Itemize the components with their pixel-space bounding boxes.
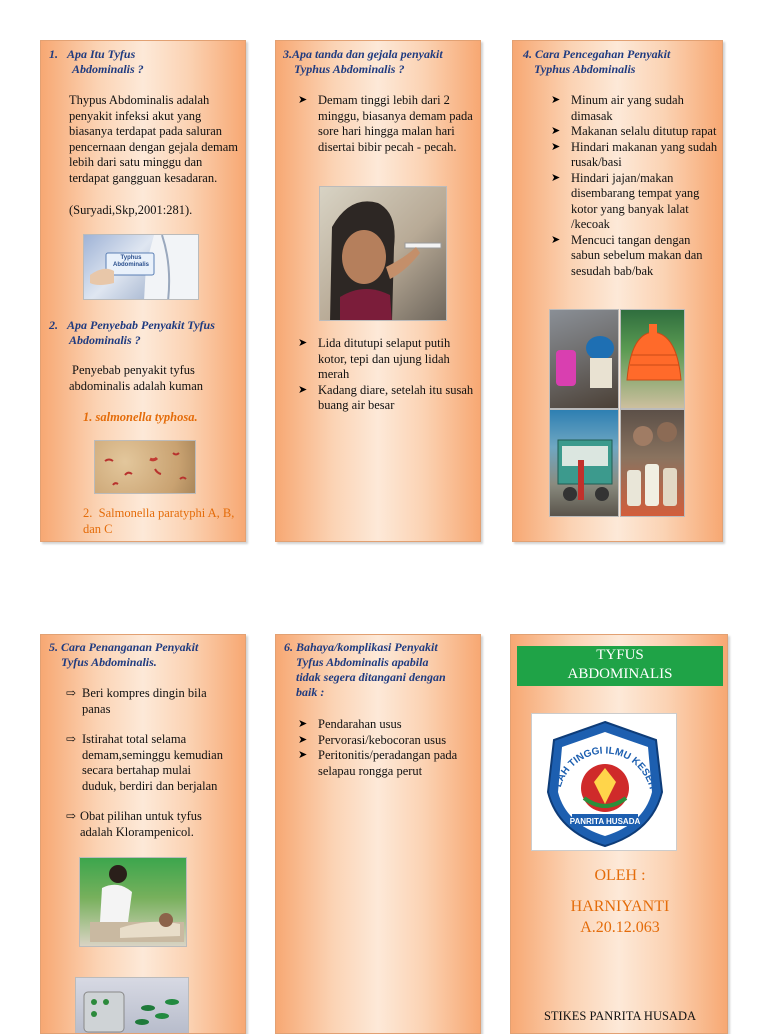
bottles-icon <box>621 410 685 517</box>
oleh-label: OLEH : <box>594 867 646 884</box>
list-item: ➤ Demam tinggi lebih dari 2 minggu, biasanya demam pada sore hari hingga malan hari disertai bibir pecah - pecah. <box>298 93 476 155</box>
medicine-image <box>75 977 189 1034</box>
cause-item-2: 2. Salmonella paratyphi A, B, dan C <box>83 506 235 536</box>
panel-symptoms <box>275 40 481 542</box>
thermometer-girl-image <box>319 186 447 321</box>
list-item: ➤ Minum air yang sudah dimasak <box>551 93 719 124</box>
doctor-card-image <box>83 234 199 300</box>
pills-icon <box>76 978 189 1034</box>
card-label: Typhus Abdominalis <box>112 255 149 268</box>
list-item: ➤ Hindari jajan/makan disembarang tempat yang kotor yang banyak lalat /kecoak <box>551 171 719 233</box>
heading-symptoms: 3.Apa tanda dan gejala penyakit Typhus Abdominalis ? <box>283 47 443 76</box>
author-name: HARNIYANTI <box>570 898 670 915</box>
list-item: ⇨ Obat pilihan untuk tyfus adalah Klorampenicol. <box>66 809 226 840</box>
symptom-list-2 <box>298 336 476 414</box>
symptom-list-1 <box>298 93 476 155</box>
handwash-icon <box>550 310 619 409</box>
logo-bottom-text: PANRITA HUSADA <box>569 817 641 826</box>
list-item: ➤ Hindari makanan yang sudah rusak/basi <box>551 140 719 171</box>
list-item: ➤ Mencuci tangan dengan sabun sebelum makan dan sesudah bab/bak <box>551 233 719 280</box>
heading-complications: 6. Bahaya/komplikasi Penyakit Tyfus Abdominalis apabila tidak segera ditangani dengan baik : <box>284 640 446 699</box>
street-food-image <box>549 409 619 517</box>
caregiver-icon <box>80 858 187 947</box>
food-cart-icon <box>550 410 619 517</box>
panel-complications <box>275 634 481 1034</box>
stikes-logo <box>531 713 677 851</box>
heading-treatment: 5. Cara Penanganan Penyakit Tyfus Abdominalis. <box>49 640 199 669</box>
compress-patient-image <box>79 857 187 947</box>
list-item: ➤ Peritonitis/peradangan pada selapau rongga perut <box>298 748 478 779</box>
patient-icon <box>320 187 447 321</box>
heading-cause: 2. Apa Penyebab Penyakit Tyfus Abdominalis ? <box>49 318 215 347</box>
food-cover-icon <box>621 310 685 409</box>
heading-prevention: 4. Cara Pencegahan Penyakit Typhus Abdominalis <box>523 47 671 76</box>
definition-text: Thypus Abdominalis adalah penyakit infeksi akut yang biasanya terdapat pada saluran pencernaan dengan gejala demam lebih dari satu minggu dan terdapat gangguan kesadaran. <box>69 93 239 185</box>
author-id: A.20.12.063 <box>580 919 660 936</box>
panel-cover <box>510 634 728 1034</box>
list-item: ➤ Lida ditutupi selaput putih kotor, tepi dan ujung lidah merah <box>298 336 476 383</box>
institution-name: STIKES PANRITA HUSADA <box>543 1009 697 1023</box>
prevention-list <box>551 93 719 279</box>
complication-list <box>298 717 478 779</box>
bottles-image <box>620 409 685 517</box>
list-item: ➤ Kadang diare, setelah itu susah buang air besar <box>298 383 476 414</box>
cause-text: Penyebab penyakit tyfus abdominalis adalah kuman <box>69 363 203 393</box>
panel-prevention <box>512 40 723 542</box>
food-cover-image <box>620 309 685 409</box>
cover-title: TYFUS ABDOMINALIS <box>517 646 723 686</box>
logo-arc-text: LAH TINGGI ILMU KESEH <box>552 745 658 791</box>
citation: (Suryadi,Skp,2001:281). <box>69 203 193 217</box>
bacteria-image <box>94 440 196 494</box>
heading-what-is: 1. Apa Itu Tyfus Abdominalis ? <box>49 47 144 76</box>
college-logo-icon <box>532 714 678 852</box>
panel-what-is-typhus <box>40 40 246 542</box>
handwash-image <box>549 309 619 409</box>
panel-treatment <box>40 634 246 1034</box>
list-item: ⇨ Istirahat total selama demam,seminggu kemudian secara bertahap mulai duduk, berdiri dan berjalan <box>66 732 226 794</box>
list-item: ➤ Pervorasi/kebocoran usus <box>298 733 478 749</box>
treatment-list <box>66 686 226 855</box>
list-item: ➤ Pendarahan usus <box>298 717 478 733</box>
list-item: ⇨ Beri kompres dingin bila panas <box>66 686 226 717</box>
bacteria-icon <box>95 441 196 494</box>
list-item: ➤ Makanan selalu ditutup rapat <box>551 124 719 140</box>
cause-item-1: 1. salmonella typhosa. <box>83 410 198 424</box>
